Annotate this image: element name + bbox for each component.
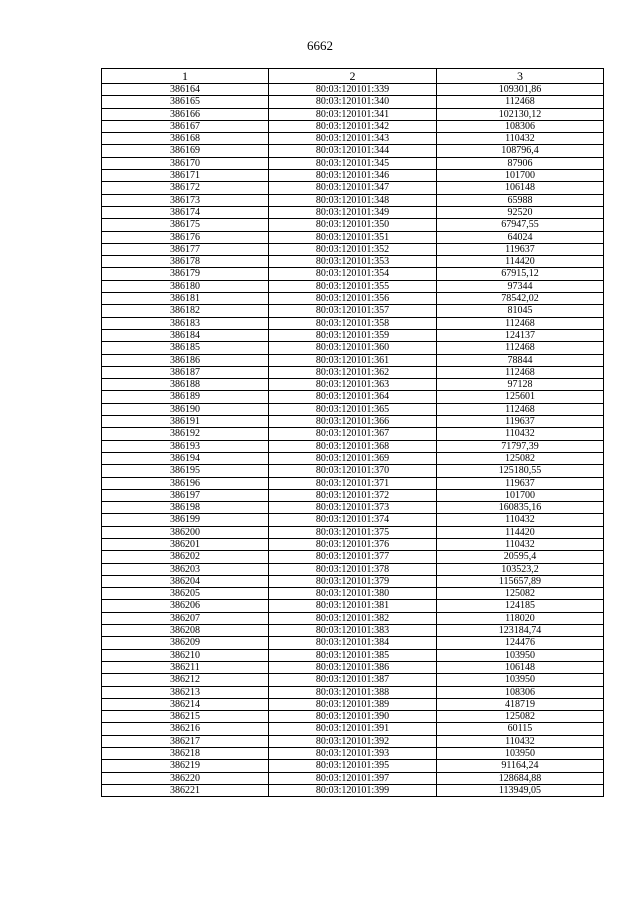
cadastral-number-cell: 80:03:120101:392 — [269, 735, 437, 747]
row-number-cell: 386200 — [102, 526, 269, 538]
table-row — [102, 489, 604, 501]
cadastral-number-cell: 80:03:120101:386 — [269, 661, 437, 673]
value-cell: 125180,55 — [437, 465, 604, 477]
cadastral-number-cell: 80:03:120101:358 — [269, 317, 437, 329]
table-row — [102, 329, 604, 341]
table-row — [102, 661, 604, 673]
table-row — [102, 108, 604, 120]
table-row — [102, 366, 604, 378]
row-number-cell: 386208 — [102, 625, 269, 637]
value-cell: 81045 — [437, 305, 604, 317]
value-cell: 160835,16 — [437, 502, 604, 514]
cadastral-number-cell: 80:03:120101:399 — [269, 784, 437, 796]
value-cell: 97344 — [437, 280, 604, 292]
cadastral-number-cell: 80:03:120101:342 — [269, 120, 437, 132]
value-cell: 110432 — [437, 514, 604, 526]
row-number-cell: 386206 — [102, 600, 269, 612]
value-cell: 119637 — [437, 243, 604, 255]
row-number-cell: 386167 — [102, 120, 269, 132]
value-cell: 112468 — [437, 366, 604, 378]
row-number-cell: 386198 — [102, 502, 269, 514]
value-cell: 92520 — [437, 206, 604, 218]
row-number-cell: 386185 — [102, 342, 269, 354]
cadastral-number-cell: 80:03:120101:359 — [269, 329, 437, 341]
value-cell: 125082 — [437, 588, 604, 600]
value-cell: 125082 — [437, 452, 604, 464]
page-number: 6662 — [307, 38, 333, 53]
table-row — [102, 145, 604, 157]
value-cell: 108306 — [437, 120, 604, 132]
cadastral-number-cell: 80:03:120101:356 — [269, 293, 437, 305]
table-row — [102, 735, 604, 747]
table-row — [102, 243, 604, 255]
row-number-cell: 386168 — [102, 133, 269, 145]
table-row — [102, 391, 604, 403]
value-cell: 20595,4 — [437, 551, 604, 563]
table-row — [102, 256, 604, 268]
row-number-cell: 386177 — [102, 243, 269, 255]
cadastral-number-cell: 80:03:120101:391 — [269, 723, 437, 735]
value-cell: 60115 — [437, 723, 604, 735]
value-cell: 103950 — [437, 649, 604, 661]
value-cell: 124185 — [437, 600, 604, 612]
registry-table — [101, 68, 604, 797]
table-row — [102, 428, 604, 440]
table-row — [102, 452, 604, 464]
row-number-cell: 386165 — [102, 96, 269, 108]
table-row — [102, 502, 604, 514]
cadastral-number-cell: 80:03:120101:361 — [269, 354, 437, 366]
cadastral-number-cell: 80:03:120101:377 — [269, 551, 437, 563]
cadastral-number-cell: 80:03:120101:351 — [269, 231, 437, 243]
table-row — [102, 625, 604, 637]
row-number-cell: 386215 — [102, 711, 269, 723]
table-row — [102, 748, 604, 760]
value-cell: 118020 — [437, 612, 604, 624]
table-row — [102, 538, 604, 550]
value-cell: 101700 — [437, 170, 604, 182]
row-number-cell: 386191 — [102, 416, 269, 428]
row-number-cell: 386181 — [102, 293, 269, 305]
value-cell: 112468 — [437, 342, 604, 354]
row-number-cell: 386180 — [102, 280, 269, 292]
table-row — [102, 268, 604, 280]
table-row — [102, 305, 604, 317]
value-cell: 114420 — [437, 256, 604, 268]
cadastral-number-cell: 80:03:120101:372 — [269, 489, 437, 501]
table-row — [102, 120, 604, 132]
cadastral-number-cell: 80:03:120101:373 — [269, 502, 437, 514]
row-number-cell: 386204 — [102, 575, 269, 587]
value-cell: 108796,4 — [437, 145, 604, 157]
value-cell: 97128 — [437, 379, 604, 391]
table-row — [102, 563, 604, 575]
cadastral-number-cell: 80:03:120101:371 — [269, 477, 437, 489]
row-number-cell: 386209 — [102, 637, 269, 649]
value-cell: 418719 — [437, 698, 604, 710]
cadastral-number-cell: 80:03:120101:365 — [269, 403, 437, 415]
cadastral-number-cell: 80:03:120101:352 — [269, 243, 437, 255]
table-row — [102, 170, 604, 182]
value-cell: 109301,86 — [437, 84, 604, 96]
value-cell: 119637 — [437, 477, 604, 489]
cadastral-number-cell: 80:03:120101:345 — [269, 157, 437, 169]
row-number-cell: 386182 — [102, 305, 269, 317]
cadastral-number-cell: 80:03:120101:379 — [269, 575, 437, 587]
row-number-cell: 386210 — [102, 649, 269, 661]
table-row — [102, 379, 604, 391]
value-cell: 110432 — [437, 428, 604, 440]
value-cell: 110432 — [437, 133, 604, 145]
row-number-cell: 386213 — [102, 686, 269, 698]
value-cell: 110432 — [437, 538, 604, 550]
row-number-cell: 386195 — [102, 465, 269, 477]
table-row — [102, 182, 604, 194]
table-body — [102, 84, 604, 797]
value-cell: 65988 — [437, 194, 604, 206]
cadastral-number-cell: 80:03:120101:350 — [269, 219, 437, 231]
table-row — [102, 477, 604, 489]
row-number-cell: 386178 — [102, 256, 269, 268]
value-cell: 114420 — [437, 526, 604, 538]
cadastral-number-cell: 80:03:120101:339 — [269, 84, 437, 96]
cadastral-number-cell: 80:03:120101:360 — [269, 342, 437, 354]
row-number-cell: 386184 — [102, 329, 269, 341]
table-row — [102, 612, 604, 624]
cadastral-number-cell: 80:03:120101:388 — [269, 686, 437, 698]
value-cell: 119637 — [437, 416, 604, 428]
cadastral-number-cell: 80:03:120101:370 — [269, 465, 437, 477]
cadastral-number-cell: 80:03:120101:349 — [269, 206, 437, 218]
cadastral-number-cell: 80:03:120101:362 — [269, 366, 437, 378]
row-number-cell: 386199 — [102, 514, 269, 526]
cadastral-number-cell: 80:03:120101:374 — [269, 514, 437, 526]
row-number-cell: 386214 — [102, 698, 269, 710]
row-number-cell: 386166 — [102, 108, 269, 120]
row-number-cell: 386174 — [102, 206, 269, 218]
row-number-cell: 386196 — [102, 477, 269, 489]
table-row — [102, 440, 604, 452]
table-row — [102, 674, 604, 686]
table-row — [102, 280, 604, 292]
table-row — [102, 760, 604, 772]
row-number-cell: 386203 — [102, 563, 269, 575]
value-cell: 123184,74 — [437, 625, 604, 637]
value-cell: 71797,39 — [437, 440, 604, 452]
value-cell: 78542,02 — [437, 293, 604, 305]
cadastral-number-cell: 80:03:120101:341 — [269, 108, 437, 120]
table-row — [102, 157, 604, 169]
table-row — [102, 403, 604, 415]
value-cell: 113949,05 — [437, 784, 604, 796]
row-number-cell: 386172 — [102, 182, 269, 194]
table-row — [102, 206, 604, 218]
table-row — [102, 84, 604, 96]
row-number-cell: 386219 — [102, 760, 269, 772]
cadastral-number-cell: 80:03:120101:384 — [269, 637, 437, 649]
row-number-cell: 386189 — [102, 391, 269, 403]
value-cell: 124476 — [437, 637, 604, 649]
table-row — [102, 526, 604, 538]
row-number-cell: 386202 — [102, 551, 269, 563]
cadastral-number-cell: 80:03:120101:367 — [269, 428, 437, 440]
cadastral-number-cell: 80:03:120101:353 — [269, 256, 437, 268]
table-row — [102, 465, 604, 477]
table-row — [102, 219, 604, 231]
value-cell: 112468 — [437, 317, 604, 329]
table-row — [102, 194, 604, 206]
value-cell: 67915,12 — [437, 268, 604, 280]
table-row — [102, 723, 604, 735]
cadastral-number-cell: 80:03:120101:397 — [269, 772, 437, 784]
cadastral-number-cell: 80:03:120101:340 — [269, 96, 437, 108]
cadastral-number-cell: 80:03:120101:347 — [269, 182, 437, 194]
row-number-cell: 386175 — [102, 219, 269, 231]
table-row — [102, 637, 604, 649]
value-cell: 102130,12 — [437, 108, 604, 120]
table-row — [102, 686, 604, 698]
cadastral-number-cell: 80:03:120101:375 — [269, 526, 437, 538]
table-row — [102, 772, 604, 784]
row-number-cell: 386197 — [102, 489, 269, 501]
row-number-cell: 386164 — [102, 84, 269, 96]
cadastral-number-cell: 80:03:120101:389 — [269, 698, 437, 710]
table-row — [102, 575, 604, 587]
table-row — [102, 317, 604, 329]
row-number-cell: 386201 — [102, 538, 269, 550]
value-cell: 78844 — [437, 354, 604, 366]
table-row — [102, 784, 604, 796]
value-cell: 110432 — [437, 735, 604, 747]
value-cell: 112468 — [437, 96, 604, 108]
table-row — [102, 551, 604, 563]
value-cell: 103950 — [437, 748, 604, 760]
table-row — [102, 96, 604, 108]
cadastral-number-cell: 80:03:120101:378 — [269, 563, 437, 575]
table-row — [102, 711, 604, 723]
value-cell: 115657,89 — [437, 575, 604, 587]
table-row — [102, 133, 604, 145]
cadastral-number-cell: 80:03:120101:387 — [269, 674, 437, 686]
row-number-cell: 386183 — [102, 317, 269, 329]
column-header-2: 2 — [269, 69, 437, 84]
row-number-cell: 386188 — [102, 379, 269, 391]
column-header-3: 3 — [437, 69, 604, 84]
table-row — [102, 354, 604, 366]
value-cell: 103950 — [437, 674, 604, 686]
row-number-cell: 386220 — [102, 772, 269, 784]
row-number-cell: 386169 — [102, 145, 269, 157]
cadastral-number-cell: 80:03:120101:355 — [269, 280, 437, 292]
table-row — [102, 416, 604, 428]
table-row — [102, 514, 604, 526]
cadastral-number-cell: 80:03:120101:376 — [269, 538, 437, 550]
value-cell: 128684,88 — [437, 772, 604, 784]
row-number-cell: 386205 — [102, 588, 269, 600]
column-header-1: 1 — [102, 69, 269, 84]
value-cell: 67947,55 — [437, 219, 604, 231]
row-number-cell: 386217 — [102, 735, 269, 747]
value-cell: 125601 — [437, 391, 604, 403]
row-number-cell: 386207 — [102, 612, 269, 624]
table-row — [102, 600, 604, 612]
row-number-cell: 386190 — [102, 403, 269, 415]
cadastral-number-cell: 80:03:120101:395 — [269, 760, 437, 772]
row-number-cell: 386216 — [102, 723, 269, 735]
value-cell: 125082 — [437, 711, 604, 723]
table-header — [102, 69, 604, 84]
header-row — [102, 69, 604, 84]
value-cell: 64024 — [437, 231, 604, 243]
row-number-cell: 386171 — [102, 170, 269, 182]
value-cell: 87906 — [437, 157, 604, 169]
value-cell: 103523,2 — [437, 563, 604, 575]
cadastral-number-cell: 80:03:120101:381 — [269, 600, 437, 612]
table-row — [102, 342, 604, 354]
value-cell: 106148 — [437, 182, 604, 194]
cadastral-number-cell: 80:03:120101:390 — [269, 711, 437, 723]
row-number-cell: 386187 — [102, 366, 269, 378]
cadastral-number-cell: 80:03:120101:369 — [269, 452, 437, 464]
cadastral-number-cell: 80:03:120101:380 — [269, 588, 437, 600]
row-number-cell: 386186 — [102, 354, 269, 366]
row-number-cell: 386170 — [102, 157, 269, 169]
value-cell: 108306 — [437, 686, 604, 698]
row-number-cell: 386218 — [102, 748, 269, 760]
row-number-cell: 386179 — [102, 268, 269, 280]
cadastral-number-cell: 80:03:120101:348 — [269, 194, 437, 206]
row-number-cell: 386212 — [102, 674, 269, 686]
cadastral-number-cell: 80:03:120101:382 — [269, 612, 437, 624]
cadastral-number-cell: 80:03:120101:366 — [269, 416, 437, 428]
table-row — [102, 231, 604, 243]
value-cell: 91164,24 — [437, 760, 604, 772]
table-row — [102, 698, 604, 710]
row-number-cell: 386173 — [102, 194, 269, 206]
cadastral-number-cell: 80:03:120101:354 — [269, 268, 437, 280]
cadastral-number-cell: 80:03:120101:364 — [269, 391, 437, 403]
row-number-cell: 386193 — [102, 440, 269, 452]
row-number-cell: 386192 — [102, 428, 269, 440]
cadastral-number-cell: 80:03:120101:363 — [269, 379, 437, 391]
cadastral-number-cell: 80:03:120101:344 — [269, 145, 437, 157]
value-cell: 101700 — [437, 489, 604, 501]
table-row — [102, 588, 604, 600]
cadastral-number-cell: 80:03:120101:368 — [269, 440, 437, 452]
cadastral-number-cell: 80:03:120101:383 — [269, 625, 437, 637]
value-cell: 112468 — [437, 403, 604, 415]
cadastral-number-cell: 80:03:120101:346 — [269, 170, 437, 182]
table-row — [102, 649, 604, 661]
cadastral-number-cell: 80:03:120101:357 — [269, 305, 437, 317]
cadastral-number-cell: 80:03:120101:343 — [269, 133, 437, 145]
row-number-cell: 386176 — [102, 231, 269, 243]
row-number-cell: 386194 — [102, 452, 269, 464]
value-cell: 106148 — [437, 661, 604, 673]
cadastral-number-cell: 80:03:120101:385 — [269, 649, 437, 661]
row-number-cell: 386221 — [102, 784, 269, 796]
table-row — [102, 293, 604, 305]
row-number-cell: 386211 — [102, 661, 269, 673]
cadastral-number-cell: 80:03:120101:393 — [269, 748, 437, 760]
value-cell: 124137 — [437, 329, 604, 341]
